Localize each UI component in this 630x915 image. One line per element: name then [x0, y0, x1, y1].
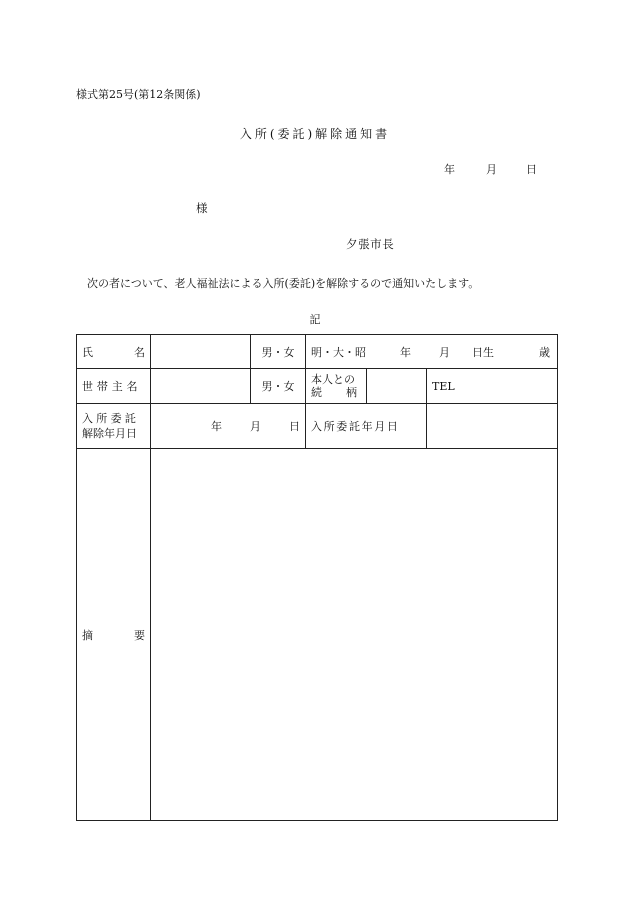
birth-year: 年 [400, 345, 411, 359]
birth-month: 月 [439, 345, 450, 359]
remarks-field[interactable] [151, 449, 558, 821]
form-number: 様式第25号(第12条関係) [76, 88, 201, 101]
date-month: 月 [486, 163, 497, 176]
tel-field[interactable] [427, 369, 558, 404]
release-year: 年 [211, 420, 222, 433]
recipient-suffix: 様 [196, 201, 208, 215]
age-unit: 歳 [539, 345, 550, 359]
issue-date [444, 161, 537, 177]
row-dates [77, 404, 558, 449]
birth-day: 日生 [472, 345, 494, 359]
entry-date-field[interactable] [427, 404, 558, 449]
label-relation [306, 369, 367, 404]
label-householder-text: 世帯主名 [82, 380, 142, 393]
row-householder [77, 369, 558, 404]
entry-date-label: 入所委託年月日 [311, 420, 400, 433]
release-month: 月 [250, 420, 261, 433]
release-label-line1: 入所委託 [82, 412, 140, 425]
date-year: 年 [444, 163, 455, 176]
label-remarks [77, 449, 151, 821]
relation-char2: 柄 [346, 386, 357, 399]
tel-label: TEL [432, 379, 455, 393]
householder-field[interactable] [151, 369, 251, 404]
era-options: 明・大・昭 [311, 345, 366, 359]
label-householder [77, 369, 151, 404]
release-date-field[interactable] [151, 404, 306, 449]
document-title: 入所(委託)解除通知書 [239, 127, 391, 141]
ki-marker: 記 [309, 313, 321, 326]
remarks-char2: 要 [134, 628, 145, 642]
relation-line1: 本人との [311, 373, 355, 386]
label-name-char1: 氏 [82, 345, 93, 359]
notice-table [76, 334, 558, 821]
notice-body: 次の者について、老人福祉法による入所(委託)を解除するので通知いたします。 [87, 277, 480, 290]
label-entry-date [306, 404, 427, 449]
relation-char1: 続 [311, 386, 322, 399]
label-release-date [77, 404, 151, 449]
relation-field[interactable] [367, 369, 427, 404]
sender-name: 夕張市長 [346, 237, 395, 251]
birthdate-age-field[interactable] [306, 335, 558, 369]
release-day: 日 [289, 420, 300, 433]
release-label-line2: 解除年月日 [82, 427, 137, 440]
name-field[interactable] [151, 335, 251, 369]
label-name-char2: 名 [134, 345, 145, 359]
row-remarks [77, 449, 558, 821]
date-day: 日 [526, 163, 537, 176]
remarks-char1: 摘 [82, 628, 93, 642]
row-name [77, 335, 558, 369]
householder-gender-option[interactable]: 男・女 [251, 369, 306, 404]
gender-option[interactable]: 男・女 [251, 335, 306, 369]
label-name [77, 335, 151, 369]
